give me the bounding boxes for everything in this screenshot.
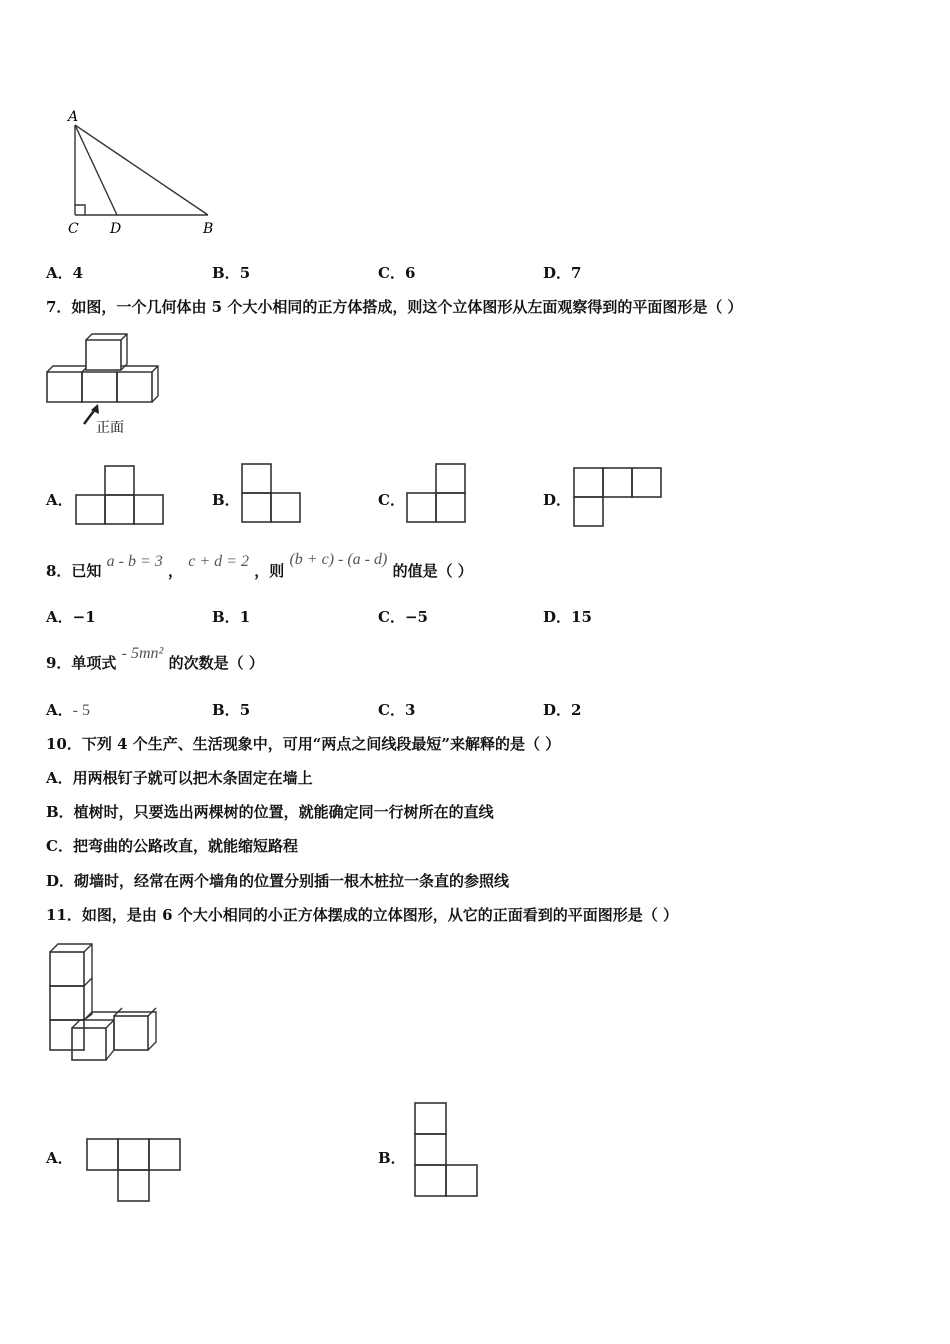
q8-option-b[interactable] (212, 606, 250, 627)
option-text: 15 (571, 608, 592, 626)
q7-front-label: 正面 (96, 420, 124, 436)
q9-stem (46, 645, 264, 673)
q7-cube-figure (44, 330, 164, 436)
option-text: 4 (72, 264, 84, 282)
q8-option-c[interactable] (378, 606, 428, 627)
q8-sep: ， (168, 562, 184, 580)
q6-option-b[interactable] (212, 262, 250, 283)
q9-option-a[interactable] (46, 699, 90, 720)
q7-option-b-letter[interactable]: B． (212, 491, 240, 509)
option-letter: C． (378, 701, 405, 719)
option-letter: D． (543, 608, 572, 626)
option-text: 6 (404, 264, 416, 282)
option-letter: B． (212, 264, 240, 282)
option-letter: A． (46, 701, 73, 719)
q6-option-c[interactable] (378, 262, 415, 283)
option-letter: B． (212, 608, 240, 626)
q7-option-c-letter[interactable]: C． (378, 491, 405, 509)
option-text: −1 (72, 608, 96, 626)
q7-option-b-figure[interactable] (240, 462, 304, 526)
option-letter: C． (378, 608, 405, 626)
option-text: 2 (571, 701, 582, 719)
q11-option-a-figure[interactable] (85, 1137, 183, 1205)
q9-stem-prefix: 9．单项式 (46, 654, 117, 672)
q10-option-b[interactable]: B．植树时，只要选出两棵树的位置，就能确定同一行树所在的直线 (46, 803, 494, 821)
q9-option-b[interactable] (212, 699, 250, 720)
q11-stem: 11．如图，是由 6 个大小相同的小正方体摆成的立体图形，从它的正面看到的平面图形是（ ） (46, 906, 678, 924)
q8-stem-prefix: 8．已知 (46, 562, 102, 580)
option-text: 1 (239, 608, 251, 626)
q8-stem (46, 551, 473, 581)
option-text: −5 (404, 608, 428, 626)
q10-option-d[interactable]: D．砌墙时，经常在两个墙角的位置分别插一根木桩拉一条直的参照线 (46, 872, 510, 890)
q10-option-a[interactable]: A．用两根钉子就可以把木条固定在墙上 (46, 769, 313, 787)
q6-option-a[interactable] (46, 262, 83, 283)
option-letter: C． (378, 264, 405, 282)
q10-stem: 10．下列 4 个生产、生活现象中，可用“两点之间线段最短”来解释的是（ ） (46, 735, 561, 753)
q8-stem-suffix: 的值是（ ） (392, 562, 473, 580)
q10-option-c[interactable]: C．把弯曲的公路改直，就能缩短路程 (46, 837, 298, 855)
q7-option-a-letter[interactable]: A． (46, 491, 73, 509)
q9-option-c[interactable] (378, 699, 415, 720)
q11-option-a-letter[interactable]: A． (46, 1149, 73, 1167)
option-text: 3 (404, 701, 416, 719)
q6-option-d[interactable] (543, 262, 581, 283)
q7-stem: 7．如图，一个几何体由 5 个大小相同的正方体搭成，则这个立体图形从左面观察得到的平面图形是（ ） (46, 298, 743, 316)
option-letter: D． (543, 264, 572, 282)
q8-expr1: a - b = 3 (106, 553, 163, 570)
option-letter: A． (46, 264, 73, 282)
q8-option-d[interactable] (543, 606, 592, 627)
q11-cube-figure (46, 938, 166, 1066)
q8-expr3: (b + c) - (a - d) (289, 551, 388, 568)
label-c: C (68, 221, 79, 237)
option-letter: B． (212, 701, 240, 719)
q11-option-b-letter[interactable]: B． (378, 1149, 406, 1167)
q11-option-b-figure[interactable] (413, 1101, 481, 1201)
q8-option-a[interactable] (46, 606, 96, 627)
option-text: 5 (239, 264, 251, 282)
label-d: D (110, 221, 122, 237)
option-text: - 5 (72, 702, 90, 719)
q9-option-d[interactable] (543, 699, 581, 720)
q8-mid: ，则 (254, 562, 285, 580)
label-a: A (68, 109, 79, 125)
q7-option-a-figure[interactable] (74, 464, 166, 528)
label-b: B (203, 221, 214, 237)
q6-triangle-figure (60, 105, 230, 245)
option-text: 7 (571, 264, 582, 282)
q8-expr2: c + d = 2 (188, 553, 249, 570)
q9-stem-suffix: 的次数是（ ） (168, 654, 264, 672)
q7-option-d-letter[interactable]: D． (543, 491, 572, 509)
q7-option-d-figure[interactable] (572, 466, 664, 530)
q7-option-c-figure[interactable] (405, 462, 469, 526)
option-text: 5 (239, 701, 251, 719)
q9-expr: - 5mn² (121, 645, 164, 662)
option-letter: D． (543, 701, 572, 719)
option-letter: A． (46, 608, 73, 626)
